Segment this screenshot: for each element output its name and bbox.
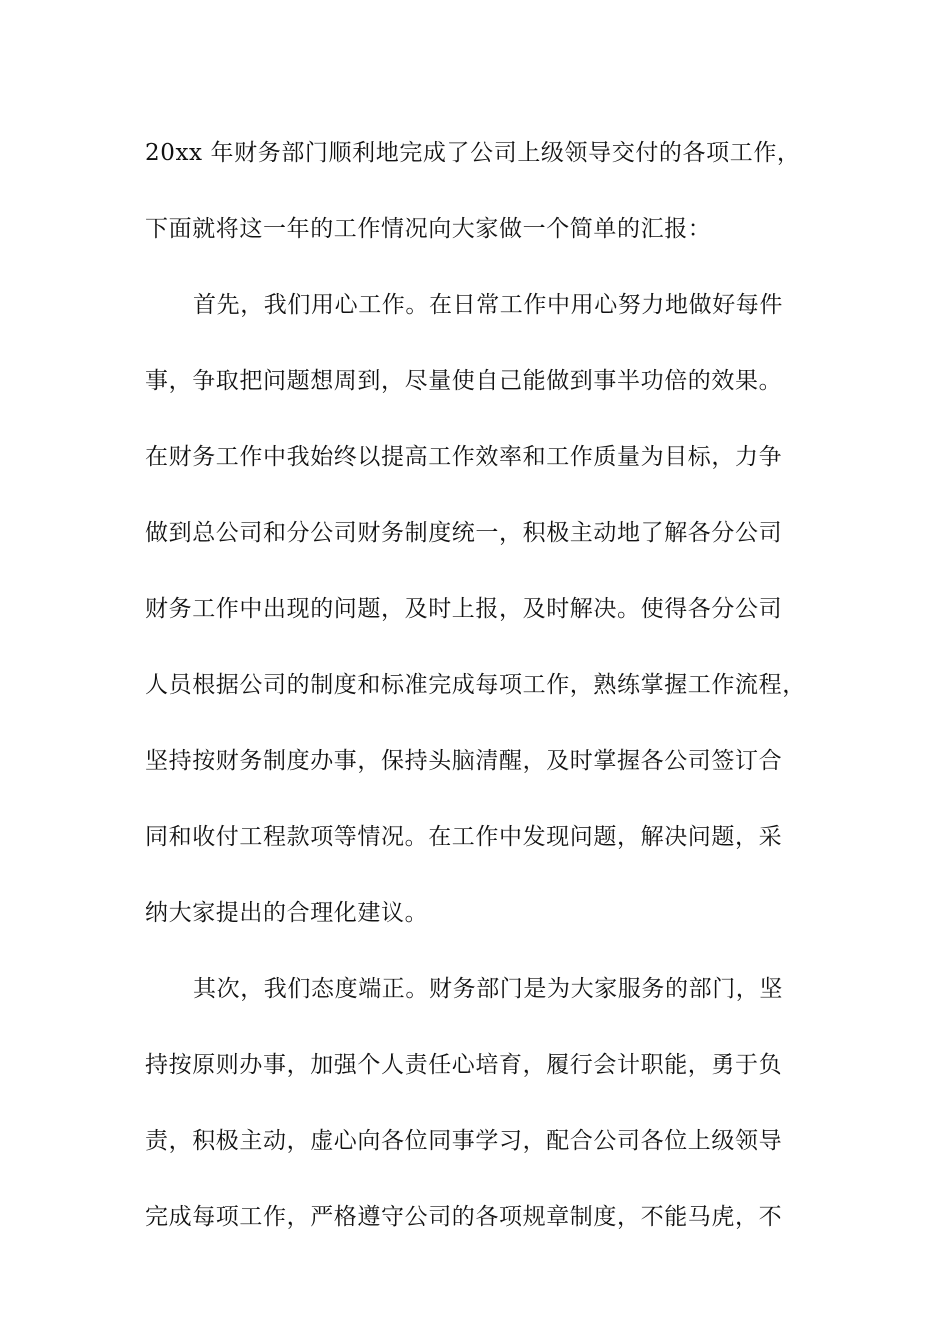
text-line: 财务工作中出现的问题，及时上报，及时解决。使得各分公司 — [145, 596, 783, 622]
text-line: 20xx 年财务部门顺利地完成了公司上级领导交付的各项工作， — [145, 140, 801, 166]
text-line: 做到总公司和分公司财务制度统一，积极主动地了解各分公司 — [145, 520, 783, 546]
text-line: 纳大家提出的合理化建议。 — [145, 900, 429, 926]
text-line: 下面就将这一年的工作情况向大家做一个简单的汇报： — [145, 216, 712, 242]
text-line: 责，积极主动，虚心向各位同事学习，配合公司各位上级领导 — [145, 1128, 783, 1154]
paragraph-first-line: 其次，我们态度端正。财务部门是为大家服务的部门，坚 — [193, 976, 783, 1002]
text-line: 坚持按财务制度办事，保持头脑清醒，及时掌握各公司签订合 — [145, 748, 783, 774]
paragraph-first-line: 首先，我们用心工作。在日常工作中用心努力地做好每件 — [193, 292, 783, 318]
text-line: 在财务工作中我始终以提高工作效率和工作质量为目标，力争 — [145, 444, 783, 470]
text-line: 同和收付工程款项等情况。在工作中发现问题，解决问题，采 — [145, 824, 783, 850]
text-line: 持按原则办事，加强个人责任心培育，履行会计职能，勇于负 — [145, 1052, 783, 1078]
text-line: 人员根据公司的制度和标准完成每项工作，熟练掌握工作流程， — [145, 672, 806, 698]
text-line: 完成每项工作，严格遵守公司的各项规章制度，不能马虎，不 — [145, 1204, 783, 1230]
text-line: 事，争取把问题想周到，尽量使自己能做到事半功倍的效果。 — [145, 368, 783, 394]
